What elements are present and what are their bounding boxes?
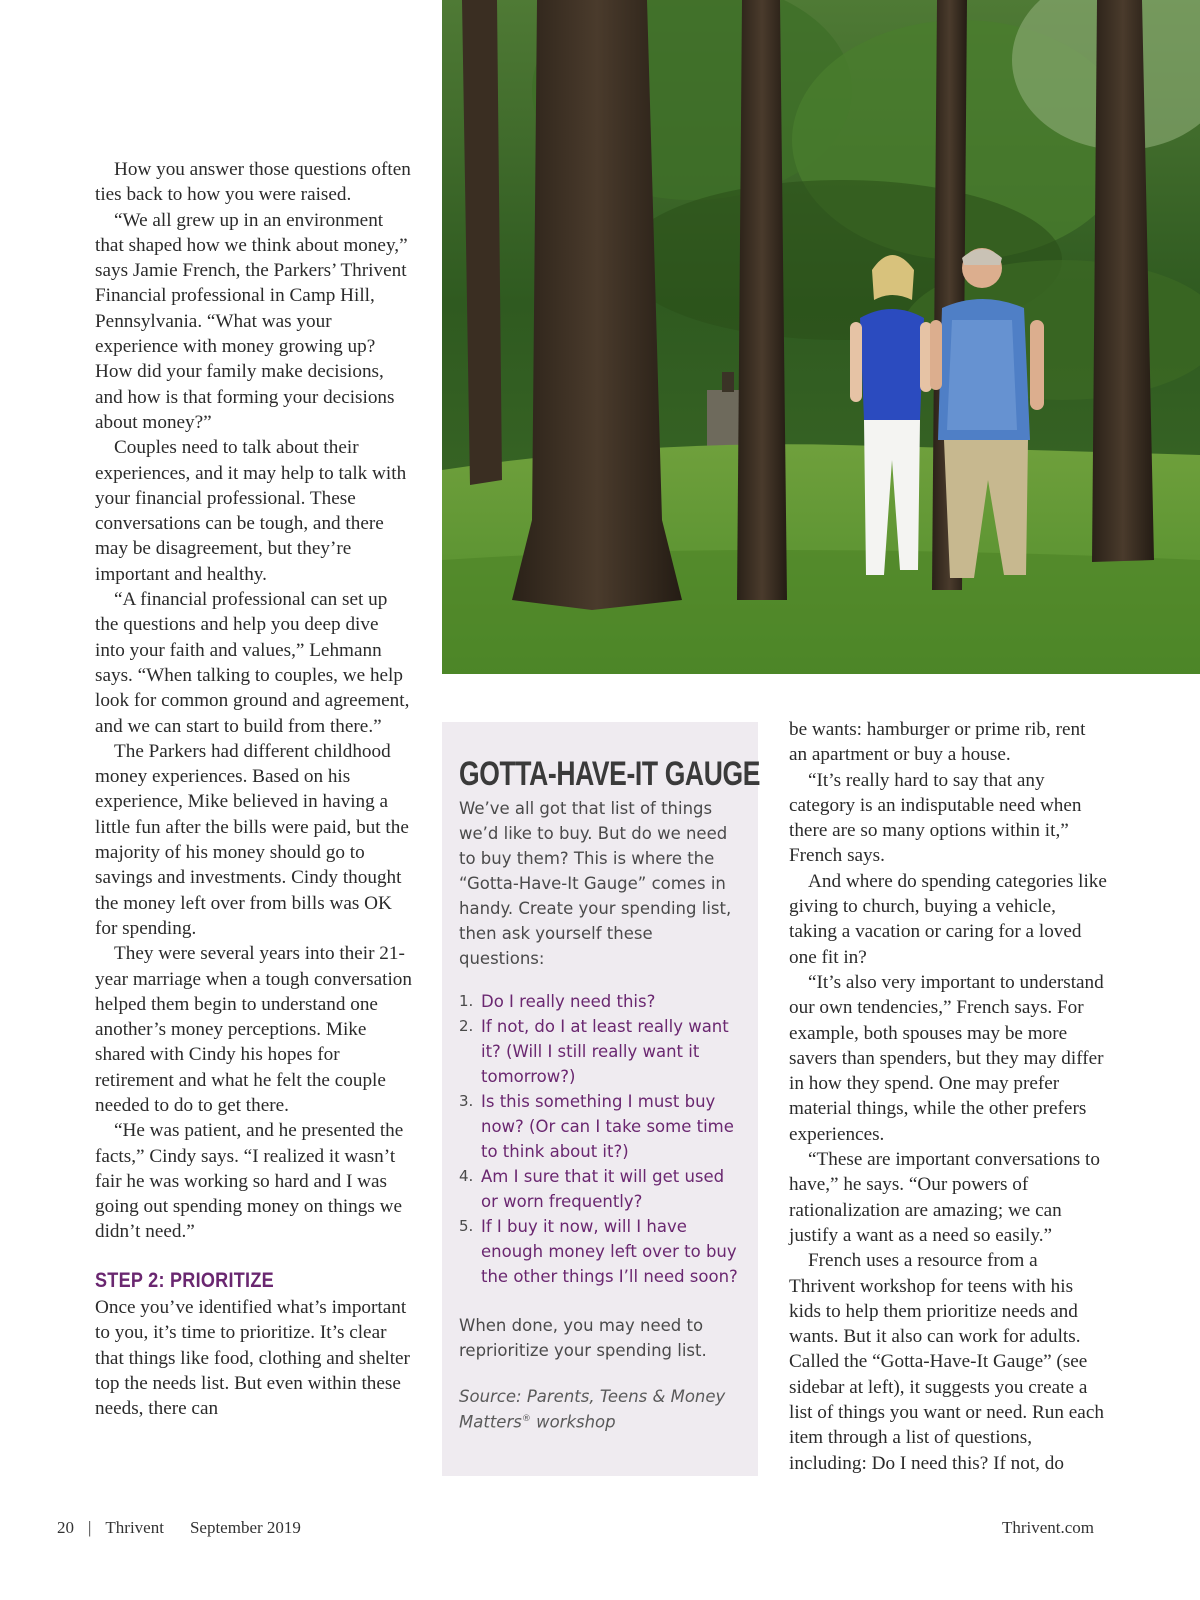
question-text: Am I sure that it will get used or worn frequently? [481,1167,725,1211]
body-paragraph: “It’s really hard to say that any category is an indisputable need when there are so many options within it,” French says. [789,769,1082,867]
body-paragraph: Once you’ve identified what’s important to you, it’s time to prioritize. It’s clear that things like food, clothing and shelter top the needs list. But even within these needs, there can [95,1297,410,1420]
body-paragraph: French uses a resource from a Thrivent workshop for teens with his kids to help them prioritize needs and wants. But it also can work for adults. Called the “Gotta-Have-It Gauge” (see sidebar at left), it suggests you create a list of things you want or need. Run each item through a list of questions, including: Do I need this? If not, do [789,1250,1104,1474]
body-paragraph: “It’s also very important to understand our own tendencies,” French says. For example, both spouses may be more savers than spenders, but they may differ in how they spend. One may prefer material things, while the other prefers experiences. [789,971,1104,1145]
list-number: 5. [459,1217,474,1235]
question-text: Is this something I must buy now? (Or can I take some time to think about it?) [481,1092,734,1161]
list-number: 3. [459,1092,474,1110]
website-link[interactable]: Thrivent.com [1001,1518,1094,1537]
body-paragraph: “He was patient, and he presented the facts,” Cindy says. “I realized it wasn’t fair he was working so hard and I was going out spending money on things we didn’t need.” [95,1120,404,1243]
source-suffix: workshop [530,1412,616,1432]
body-paragraph: How you answer those questions often ties back to how you were raised. [95,159,411,206]
body-paragraph: They were several years into their 21-year marriage when a tough conversation helped them begin to understand one another’s money perceptions. Mike shared with Cindy his hopes for retirement and what he felt the couple needed to do to get there. [95,943,412,1116]
couple-walking-photo [442,0,1200,674]
body-paragraph: And where do spending categories like giving to church, buying a vehicle, taking a vacation or caring for a loved one fit in? [789,870,1107,968]
sidebar-title: GOTTA-HAVE-IT GAUGE [459,755,760,793]
section-subhead: STEP 2: PRIORITIZE [95,1268,274,1292]
body-paragraph: “A financial professional can set up the questions and help you deep dive into your faith and values,” Lehmann says. “When talking to couples, we help look for common ground and agreement, and we can start to build from there.” [95,589,410,737]
body-paragraph: “We all grew up in an environment that shaped how we think about money,” says Jamie French, the Parkers’ Thrivent Financial professional in Camp Hill, Pennsylvania. “What was your experience with money growing up? How did your family make decisions, and how is that forming your decisions about money?” [95,209,408,433]
question-list [459,989,742,1289]
gotta-have-it-sidebar [442,722,758,1476]
question-text: If not, do I at least really want it? (Will I still really want it tomorrow?) [481,1017,729,1086]
source-text: Source: Parents, Teens & Money Matters [459,1387,726,1432]
sidebar-intro: We’ve all got that list of things we’d like to buy. But do we need to buy them? This is where the “Gotta-Have-It Gauge” comes in handy. Create your spending list, then ask yourself these questions: [459,799,732,968]
sidebar-outro: When done, you may need to reprioritize your spending list. [459,1316,707,1360]
list-item [459,1214,742,1289]
page-footer [57,1518,301,1538]
question-text: If I buy it now, will I have enough money left over to buy the other things I’ll need soon? [481,1217,738,1286]
footer-separator: | [88,1518,92,1537]
page-number: 20 [57,1518,74,1537]
question-text: Do I really need this? [481,992,656,1011]
list-item [459,989,742,1014]
body-paragraph: Couples need to talk about their experiences, and it may help to talk with your financial professional. These conversations can be tough, and there may be disagreement, but they’re important and healthy. [95,437,407,585]
issue-date: September 2019 [189,1518,301,1537]
list-number: 1. [459,992,474,1010]
body-paragraph: The Parkers had different childhood money experiences. Based on his experience, Mike believed in having a little fun after the bills were paid, but the majority of his money should go to savings and investments. Cindy thought the money left over from bills was OK for spending. [95,740,409,939]
photo-illustration [442,0,1200,674]
list-item [459,1089,742,1164]
registered-mark: ® [521,1414,531,1424]
list-number: 2. [459,1017,474,1035]
right-column [789,717,1107,1476]
list-item [459,1164,742,1214]
list-item [459,1014,742,1089]
body-paragraph: “These are important conversations to have,” he says. “Our powers of rationalization are amazing; we can justify a want as a need so easily.” [789,1149,1100,1246]
sidebar-source [459,1385,742,1434]
body-paragraph: be wants: hamburger or prime rib, rent an apartment or buy a house. [789,719,1086,766]
publication-name: Thrivent [105,1518,164,1537]
left-column [95,157,413,1422]
list-number: 4. [459,1167,474,1185]
